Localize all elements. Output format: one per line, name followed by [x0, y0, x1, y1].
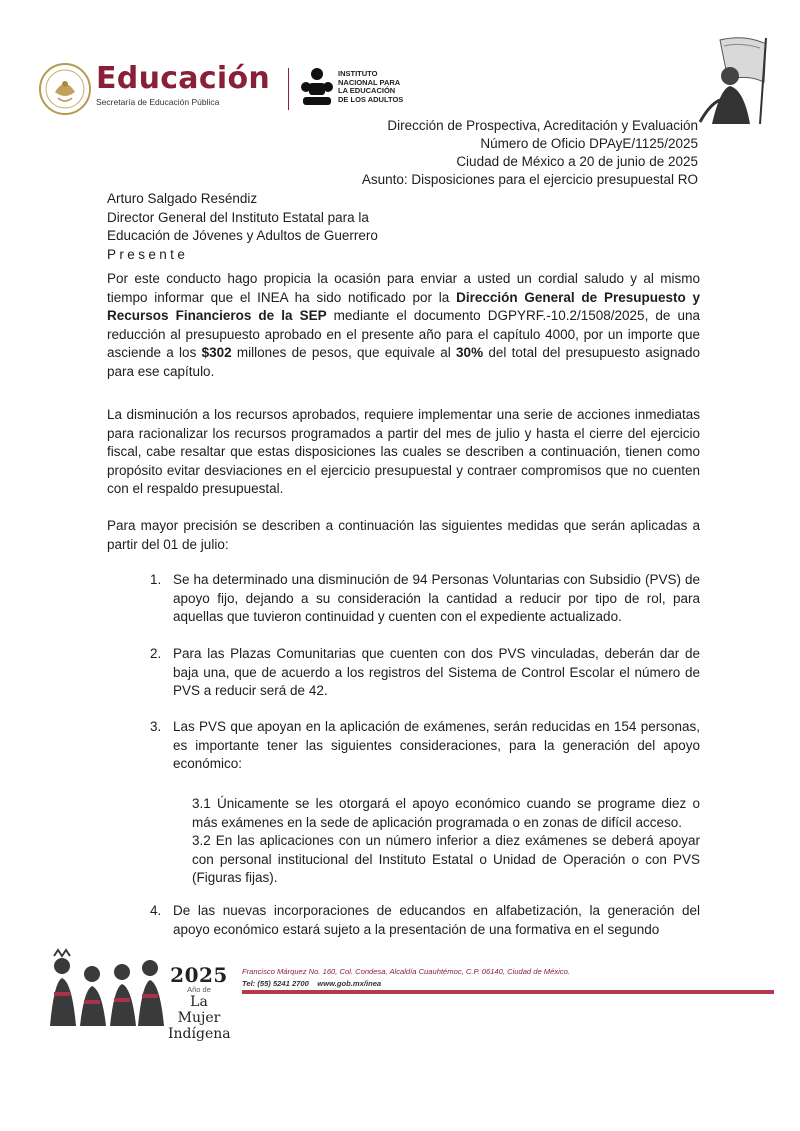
- footer-contact: [242, 966, 570, 990]
- year-small: Año de: [187, 985, 211, 994]
- inea-line: INSTITUTO: [338, 69, 378, 78]
- paragraph-measures-intro: Para mayor precisión se describen a continuación las siguientes medidas que serán aplicadas a partir del 01 de julio:: [107, 518, 700, 552]
- year-motto: Indígena: [168, 1026, 231, 1042]
- national-seal-icon: [38, 62, 92, 116]
- list-item: [150, 645, 700, 701]
- list-text: Para las Plazas Comunitarias que cuenten con dos PVS vinculadas, deberán dar de baja una, que de acuerdo a los registros del Sistema de Control Escolar el número de PVS a reducir será de 42.: [173, 646, 700, 699]
- text-run: del total del presupuesto asignado para ese capítulo.: [107, 345, 701, 379]
- inea-line: LA EDUCACIÓN: [338, 86, 396, 95]
- year-motto: La Mujer: [177, 994, 221, 1026]
- addressee-title: Director General del Instituto Estatal para la: [107, 209, 369, 225]
- list-item: [150, 571, 700, 627]
- inea-line: NACIONAL PARA: [338, 77, 401, 87]
- office-name: Dirección de Prospectiva, Acreditación y Evaluación: [387, 118, 698, 133]
- addressee-title: Educación de Jóvenes y Adultos de Guerrero: [107, 228, 378, 243]
- addressee-name: Arturo Salgado Reséndiz: [107, 191, 258, 206]
- footer-address: Francisco Márquez No. 160, Col. Condesa, Alcaldía Cuauhtémoc, C.P. 06140, Ciudad de México.: [242, 967, 570, 976]
- reference-block: [362, 117, 698, 189]
- inea-line: DE LOS ADULTOS: [338, 94, 404, 104]
- list-number: 3.: [150, 719, 162, 734]
- text-run-bold: Dirección General de Presupuesto y Recursos Financieros de la SEP: [107, 289, 700, 324]
- list-text: Se ha determinado una disminución de 94 Personas Voluntarias con Subsidio (PVS) de apoyo fijo, dejando a su consideración la cantidad a reducir por tipo de rol, para aquellas que tuvieron continuidad y cuenten con el expediente actualizado.: [173, 572, 700, 625]
- list-item: [150, 718, 700, 774]
- flag-woman-illustration: [690, 34, 772, 126]
- year-badge: [168, 964, 230, 1042]
- text-run-bold: 30%: [456, 345, 484, 361]
- paragraph-notification: [107, 270, 700, 382]
- document-number: Número de Oficio DPAyE/1125/2025: [480, 136, 698, 151]
- text-run: mediante el documento DGPYRF.-10.2/1508/2025, de una reducción al presupuesto aprobado en el presente año para el capítulo 4000, por un importe que asciende a los: [107, 308, 700, 361]
- footer-rule: [242, 990, 774, 994]
- list-number: 2.: [150, 646, 162, 661]
- header-divider: [288, 68, 289, 110]
- sub-items-3: [192, 795, 700, 888]
- indigenous-women-illustration: [48, 948, 164, 1026]
- list-number: 4.: [150, 903, 162, 918]
- inea-logo-icon: [300, 67, 334, 107]
- brand-subtitle: Secretaría de Educación Pública: [96, 97, 220, 107]
- presente-label: Presente: [107, 246, 189, 262]
- list-item: [150, 902, 700, 939]
- sub-item: 3.1 Únicamente se les otorgará el apoyo económico cuando se programe diez o más exámenes en la sede de aplicación programada o en zonas de difícil acceso.: [192, 796, 700, 830]
- list-number: 1.: [150, 572, 162, 587]
- subject: Asunto: Disposiciones para el ejercicio presupuestal RO: [361, 172, 698, 187]
- sub-item: 3.2 En las aplicaciones con un número inferior a diez exámenes se deberá apoyar con personal institucional del Instituto Estatal o Unidad de Operación o con PVS (Figuras fijas).: [192, 833, 700, 886]
- paragraph-reduction: La disminución a los recursos aprobados, requiere implementar una serie de acciones inmediatas para racionalizar los recursos programados a partir del mes de julio y hasta el cierre del ejercicio fiscal, cabe resaltar que estas disposiciones las cuales se describen a continuación, tienen como propósito evitar desviaciones en el ejercicio presupuestal y contraer compromisos que no cuenten con el respaldo presupuestal.: [107, 407, 700, 497]
- footer-phone: Tel: (55) 5241 2700: [242, 979, 309, 988]
- list-text: De las nuevas incorporaciones de educandos en alfabetización, la generación del apoyo económico estará sujeto a la presentación de una formativa en el segundo: [173, 903, 700, 937]
- text-run: millones de pesos, que equivale al: [231, 345, 457, 361]
- brand-title: Educación: [96, 61, 271, 96]
- text-run: Por este conducto hago propicia la ocasión para enviar a usted un cordial saludo y al mismo tiempo informar que el INEA ha sido notificado por la: [107, 271, 700, 305]
- inea-name: [338, 70, 428, 104]
- text-run-bold: $302: [201, 345, 232, 361]
- brand-block: [96, 62, 270, 107]
- list-text: Las PVS que apoyan en la aplicación de exámenes, serán reducidas en 154 personas, es importante tener las siguientes consideraciones, para la generación del apoyo económico:: [173, 719, 700, 772]
- place-date: Ciudad de México a 20 de junio de 2025: [456, 154, 698, 169]
- year-number: 2025: [170, 963, 228, 987]
- addressee-block: [107, 190, 378, 264]
- footer-website: www.gob.mx/inea: [317, 979, 382, 988]
